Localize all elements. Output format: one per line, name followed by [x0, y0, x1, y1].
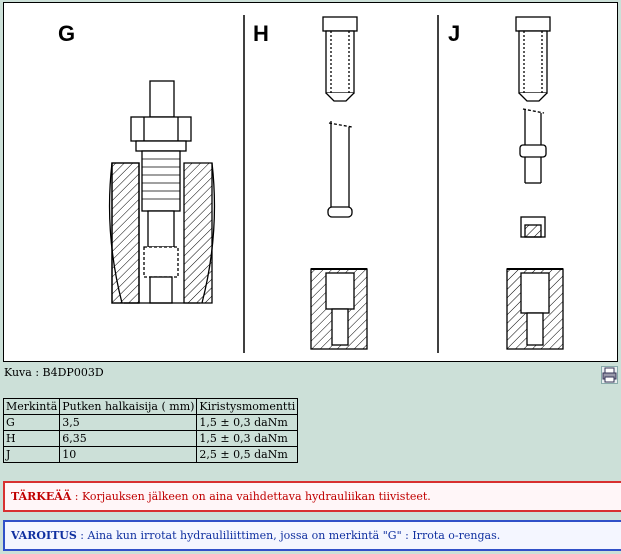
table-cell: G [4, 415, 60, 431]
important-note [3, 481, 621, 512]
fitting-g [110, 81, 215, 303]
fitting-diagram [4, 3, 617, 361]
print-button[interactable] [601, 366, 618, 384]
spec-table [3, 398, 298, 463]
print-icon [602, 367, 617, 383]
table-cell: 2,5 ± 0,5 daNm [197, 447, 298, 463]
important-label: TÄRKEÄÄ [11, 490, 72, 503]
fitting-j [507, 17, 563, 349]
table-header: Putken halkaisija ( mm) [60, 399, 197, 415]
important-text: : Korjauksen jälkeen on aina vaihdettava hydrauliikan tiivisteet. [71, 490, 431, 503]
table-cell: J [4, 447, 60, 463]
table-cell: 3,5 [60, 415, 197, 431]
table-header: Kiristysmomentti [197, 399, 298, 415]
figure-caption: Kuva : B4DP003D [4, 366, 104, 379]
table-row [4, 415, 298, 431]
table-row [4, 431, 298, 447]
warning-note [3, 520, 621, 551]
table-cell: 10 [60, 447, 197, 463]
table-cell: 1,5 ± 0,3 daNm [197, 415, 298, 431]
label-h: H [253, 21, 269, 46]
label-j: J [448, 21, 461, 46]
table-row [4, 447, 298, 463]
table-header: Merkintä [4, 399, 60, 415]
warning-text: : Aina kun irrotat hydrauliliittimen, jossa on merkintä "G" : Irrota o-rengas. [76, 529, 501, 542]
table-cell: H [4, 431, 60, 447]
table-cell: 1,5 ± 0,3 daNm [197, 431, 298, 447]
technical-figure [3, 2, 618, 362]
table-cell: 6,35 [60, 431, 197, 447]
label-g: G [58, 21, 76, 46]
fitting-h [311, 17, 367, 349]
warning-label: VAROITUS [11, 529, 77, 542]
table-header-row [4, 399, 298, 415]
